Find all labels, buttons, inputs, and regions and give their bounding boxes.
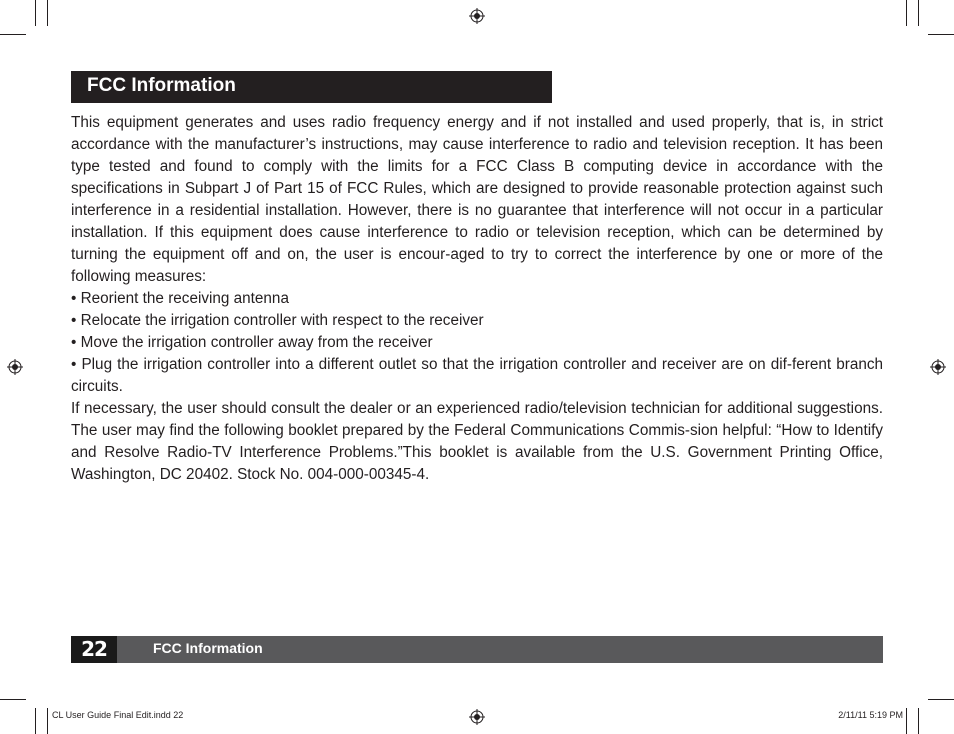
crop-mark xyxy=(0,34,26,35)
intro-paragraph: This equipment generates and uses radio frequency energy and if not installed and used properly, that is, in strict accordance with the manufacturer’s instructions, may cause interference to radio and television reception. It has been type tested and found to comply with the limits for a FCC Class B computing device in accordance with the specifications in Subpart J of Part 15 of FCC Rules, which are designed to provide reasonable protection against such interference in a residential installation. However, there is no guarantee that interference will not occur in a particular installation. If this equipment does cause interference to radio or television reception, which can be determined by turning the equipment off and on, the user is encour-aged to try to correct the interference by one or more of the following measures: xyxy=(71,114,883,285)
body-text xyxy=(71,112,883,486)
closing-paragraph: If necessary, the user should consult the dealer or an experienced radio/television technician for additional suggestions. The user may find the following booklet prepared by the Federal Communications Commis-sion helpful: “How to Identify and Resolve Radio-TV Interference Problems.”This booklet is available from the U.S. Government Printing Office, Washington, DC 20402. Stock No. 004-000-00345-4. xyxy=(71,400,883,483)
page-footer xyxy=(71,636,883,663)
crop-mark xyxy=(918,0,919,26)
list-item: • Relocate the irrigation controller with respect to the receiver xyxy=(71,312,484,329)
slug-date-time: 2/11/11 5:19 PM xyxy=(838,710,903,720)
crop-mark xyxy=(35,708,36,734)
crop-mark xyxy=(928,34,954,35)
slug-file-info: CL User Guide Final Edit.indd 22 xyxy=(52,710,184,720)
list-item: • Move the irrigation controller away from the receiver xyxy=(71,334,433,351)
list-item: • Plug the irrigation controller into a different outlet so that the irrigation controller and receiver are on dif-ferent branch circuits. xyxy=(71,356,883,395)
registration-mark-icon xyxy=(469,8,485,24)
registration-mark-icon xyxy=(469,709,485,725)
footer-section-title: FCC Information xyxy=(153,640,263,656)
page-number: 22 xyxy=(71,636,117,663)
crop-mark xyxy=(0,699,26,700)
list-item: • Reorient the receiving antenna xyxy=(71,290,289,307)
registration-mark-icon xyxy=(7,359,23,375)
crop-mark xyxy=(918,708,919,734)
section-header xyxy=(71,71,552,103)
crop-mark xyxy=(928,699,954,700)
crop-mark xyxy=(906,708,907,734)
registration-mark-icon xyxy=(930,359,946,375)
crop-mark xyxy=(47,708,48,734)
section-title: FCC Information xyxy=(87,75,236,96)
crop-mark xyxy=(35,0,36,26)
crop-mark xyxy=(47,0,48,26)
crop-mark xyxy=(906,0,907,26)
